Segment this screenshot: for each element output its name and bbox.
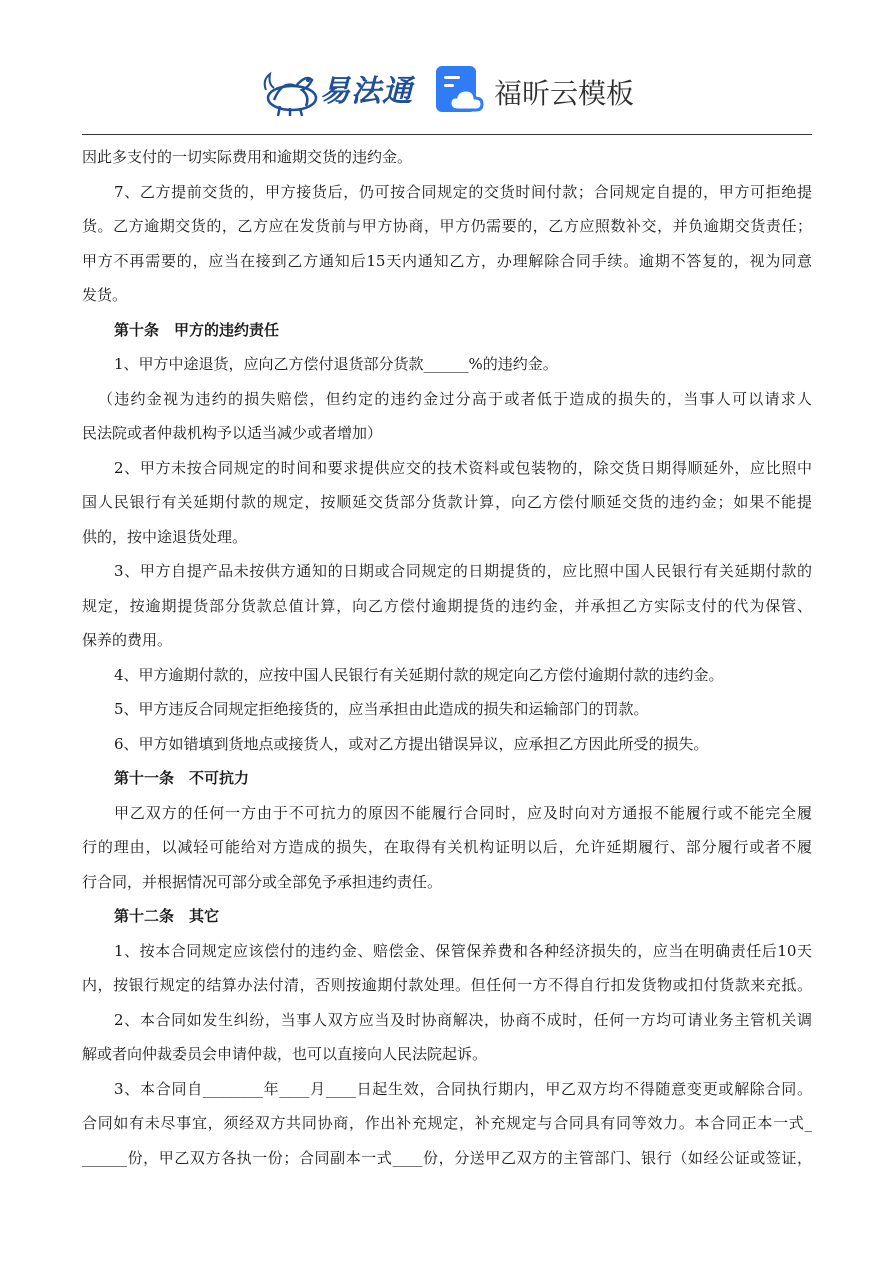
body-line: 5、甲方违反合同规定拒绝接货的，应当承担由此造成的损失和运输部门的罚款。 (114, 700, 649, 718)
qilin-logo-icon (260, 60, 324, 120)
body-line: 行的理由，以减轻可能给对方造成的损失，在取得有关机构证明以后，允许延期履行、部分履行或者不履 (82, 838, 812, 856)
body-line: 内，按银行规定的结算办法付清，否则按逾期付款处理。但任何一方不得自行扣发货物或扣付货款来充抵。 (82, 976, 812, 994)
body-line: 合同如有未尽事宜，须经双方共同协商，作出补充规定，补充规定与合同具有同等效力。本合同正本一式_ (82, 1114, 812, 1132)
body-line: 民法院或者仲裁机构予以适当减少或者增加） (82, 424, 383, 442)
body-line: 7、乙方提前交货的，甲方接货后，仍可按合同规定的交货时间付款；合同规定自提的，甲方可拒绝提 (114, 182, 812, 201)
body-line: 4、甲方逾期付款的，应按中国人民银行有关延期付款的规定向乙方偿付逾期付款的违约金。 (114, 665, 724, 684)
body-line: 6、甲方如错填到货地点或接货人，或对乙方提出错误异议，应承担乙方因此所受的损失。 (114, 734, 709, 753)
body-line: 供的，按中途退货处理。 (82, 527, 248, 546)
body-line: 甲乙双方的任何一方由于不可抗力的原因不能履行合同时，应及时向对方通报不能履行或不能完全履 (114, 803, 812, 822)
body-line: 规定，按逾期提货部分货款总值计算，向乙方偿付逾期提货的违约金，并承担乙方实际支付的代为保管、 (82, 596, 812, 615)
body-line: 3、甲方自提产品未按供方通知的日期或合同规定的日期提货的，应比照中国人民银行有关延期付款的 (114, 562, 812, 580)
body-line: 1、按本合同规定应该偿付的违约金、赔偿金、保管保养费和各种经济损失的，应当在明确责任后10天 (114, 941, 812, 960)
section-heading-12: 第十二条 其它 (114, 907, 220, 925)
page-header (0, 0, 893, 136)
body-line: 保养的费用。 (82, 631, 173, 649)
section-heading-10: 第十条 甲方的违约责任 (114, 320, 280, 339)
body-line: 国人民银行有关延期付款的规定，按顺延交货部分货款计算，向乙方偿付顺延交货的违约金；如果不能提 (82, 493, 812, 511)
body-line: 货。乙方逾期交货的，乙方应在发货前与甲方协商，甲方仍需要的，乙方应照数补交，并负逾期交货责任； (82, 217, 812, 235)
body-line: 发货。 (82, 286, 128, 304)
document-body (82, 140, 812, 1175)
body-line: 因此多支付的一切实际费用和逾期交货的违约金。 (82, 148, 413, 166)
body-line: 行合同，并根据情况可部分或全部免予承担违约责任。 (82, 872, 443, 891)
body-line: ______份，甲乙双方各执一份；合同副本一式____份，分送甲乙双方的主管部门、银行（如经公证或签证， (82, 1148, 812, 1167)
yifatong-logo (260, 60, 418, 120)
fuxin-yunmoban-text: 福昕云模板 (494, 77, 635, 110)
body-line: 解或者向仲裁委员会申请仲裁，也可以直接向人民法院起诉。 (82, 1045, 488, 1063)
body-line: 2、甲方未按合同规定的时间和要求提供应交的技术资料或包装物的，除交货日期得顺延外，应比照中 (114, 458, 812, 477)
fuxin-yunmoban-logo (436, 64, 636, 118)
body-line: 甲方不再需要的，应当在接到乙方通知后15天内通知乙方，办理解除合同手续。逾期不答复的，视为同意 (82, 251, 812, 270)
yifatong-logo-text: 易法通 (320, 74, 413, 109)
body-line: 3、本合同自________年____月____日起生效，合同执行期内，甲乙双方均不得随意变更或解除合同。 (114, 1079, 812, 1098)
body-line: 1、甲方中途退货，应向乙方偿付退货部分货款______%的违约金。 (114, 355, 558, 373)
cloud-document-icon (436, 66, 484, 114)
body-line: （违约金视为违约的损失赔偿，但约定的违约金过分高于或者低于造成的损失的，当事人可以请求人 (98, 389, 812, 408)
header-divider (82, 134, 812, 135)
body-line: 2、本合同如发生纠纷，当事人双方应当及时协商解决，协商不成时，任何一方均可请业务主管机关调 (114, 1010, 812, 1029)
section-heading-11: 第十一条 不可抗力 (114, 769, 250, 787)
